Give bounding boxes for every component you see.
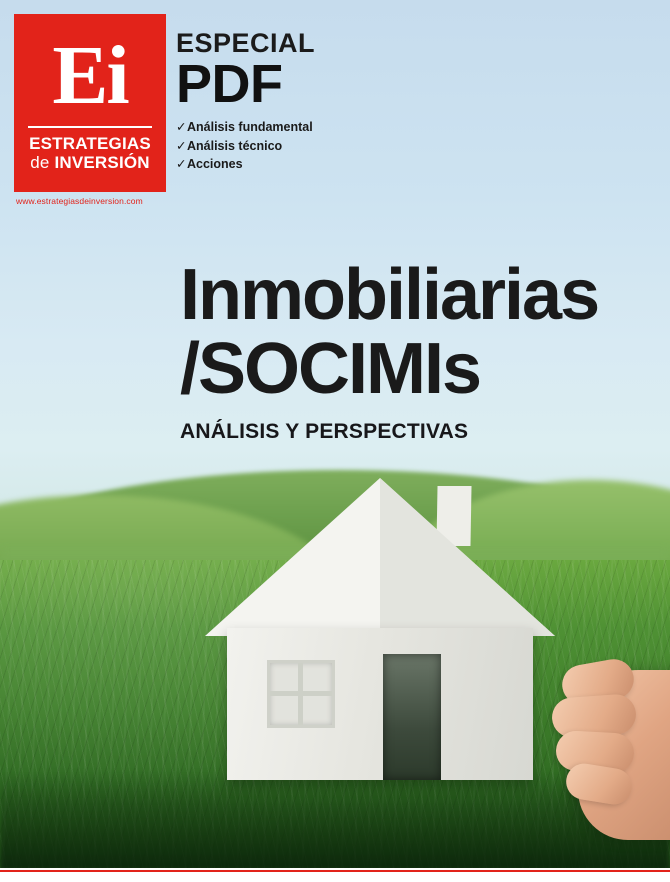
logo-name-line2 [22, 153, 158, 172]
bottom-rule [0, 870, 670, 872]
bottom-band [0, 868, 670, 882]
list-item [176, 118, 556, 137]
list-item [176, 155, 556, 174]
cover-title-line1: Inmobiliarias [180, 255, 599, 335]
website-url[interactable]: www.estrategiasdeinversion.com [16, 196, 143, 206]
cover-title-block [180, 255, 650, 444]
list-item-label: Análisis fundamental [187, 120, 313, 134]
list-item [176, 137, 556, 156]
cover-title-line2: /SOCIMIs [180, 329, 481, 409]
check-icon: ✓ [176, 157, 187, 171]
header-title: PDF [176, 54, 283, 114]
header-kicker: ESPECIAL [176, 28, 316, 58]
logo-name-suffix: INVERSIÓN [54, 153, 150, 172]
list-item-label: Acciones [187, 157, 243, 171]
paper-house-icon [205, 478, 555, 780]
logo-name-line1: ESTRATEGIAS [29, 134, 151, 153]
cover-subtitle: ANÁLISIS Y PERSPECTIVAS [180, 420, 469, 443]
roof [205, 478, 555, 638]
logo-divider [28, 126, 152, 128]
logo-name [22, 134, 158, 172]
list-item-label: Análisis técnico [187, 138, 283, 153]
logo-name-prefix: de [30, 153, 55, 172]
logo-mark: Ei [52, 29, 128, 122]
check-icon: ✓ [176, 120, 187, 134]
publication-logo [14, 14, 166, 192]
check-icon: ✓ [176, 138, 187, 153]
window [267, 660, 335, 728]
hand-icon [560, 640, 670, 840]
header-block [176, 28, 556, 174]
door [383, 654, 441, 780]
feature-list [176, 118, 556, 174]
